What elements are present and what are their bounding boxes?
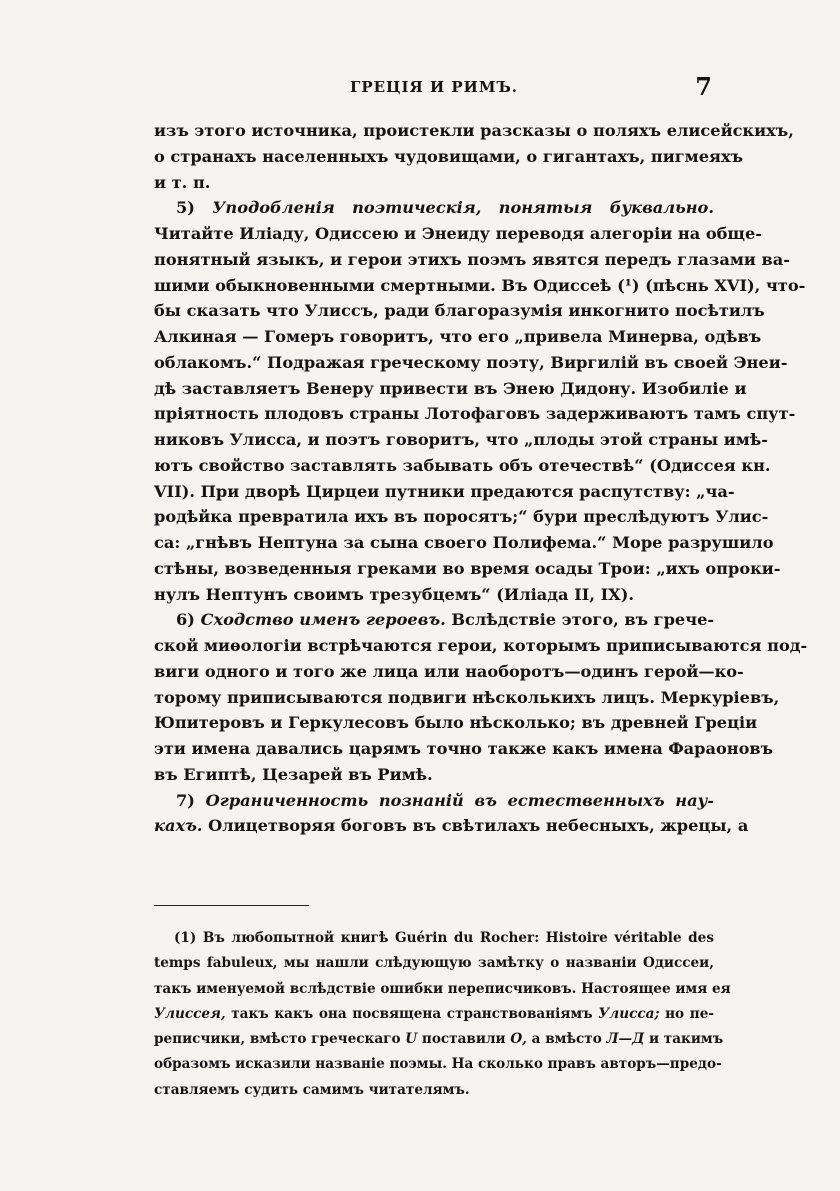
footnote-divider xyxy=(154,905,309,906)
text-line: и т. п. xyxy=(154,172,211,192)
text-line: Алкиная — Гомеръ говоритъ, что его „привела Минерва, одѣвъ xyxy=(154,327,762,346)
italic-run: U xyxy=(405,1031,418,1048)
text-line xyxy=(154,813,749,839)
section-heading-5 xyxy=(154,195,714,221)
page-number: 7 xyxy=(695,72,712,101)
text-line: виги одного и того же лица или наоборотъ—одинъ герой—ко- xyxy=(154,661,744,681)
text-line: са: „гнѣвъ Нептуна за сына своего Полифема.“ Море разрушило xyxy=(154,533,774,552)
footnote-line: ставляемъ судить самимъ читателямъ. xyxy=(154,1081,470,1098)
text-line: стѣны, возведенныя греками во время осады Трои: „ихъ опроки- xyxy=(154,558,781,578)
text-line: облакомъ.“ Подражая греческому поэту, Виргилій въ своей Энеи- xyxy=(154,352,788,372)
section-title: Ограниченность познаній въ естественныхъ нау- xyxy=(205,790,714,810)
text-run: Вслѣдствіе этого, въ грече- xyxy=(445,610,715,630)
text-line: дѣ заставляетъ Венеру привести въ Энею Дидону. Изобиліе и xyxy=(154,378,747,398)
footnote-line xyxy=(154,1027,724,1052)
section-title: Сходство именъ героевъ. xyxy=(200,610,446,630)
text-line: ютъ свойство заставлять забывать объ отечествѣ“ (Одиссея кн. xyxy=(154,455,771,475)
text-line: нулъ Нептунъ своимъ трезубцемъ“ (Иліада II, IX). xyxy=(154,584,635,604)
text-run: такъ какъ она посвящена странствованіямъ xyxy=(225,1005,599,1022)
text-line: въ Египтѣ, Цезарей въ Римѣ. xyxy=(154,764,433,784)
text-line: бы сказать что Улиссъ, ради благоразумія инкогнито посѣтилъ xyxy=(154,301,765,321)
text-run: поставили xyxy=(417,1031,511,1048)
body-text xyxy=(154,118,808,839)
italic-run: Улиссея, xyxy=(154,1005,226,1022)
text-line: пріятность плодовъ страны Лотофаговъ задерживаютъ тамъ спут- xyxy=(154,404,796,424)
italic-run: Улисса; xyxy=(598,1005,660,1022)
section-heading-7 xyxy=(154,788,714,814)
italic-run: Л—Д xyxy=(606,1031,645,1048)
text-run: реписчики, вмѣсто греческаго xyxy=(154,1031,406,1048)
text-line: о странахъ населенныхъ чудовищами, о гигантахъ, пигмеяхъ xyxy=(154,146,744,166)
text-line: шими обыкновенными смертными. Въ Одиссеѣ (¹) (пѣснь XVI), что- xyxy=(154,275,806,295)
text-line: родѣйка превратила ихъ въ поросятъ;“ бури преслѣдуютъ Улис- xyxy=(154,507,769,527)
running-title: ГРЕЦІЯ И РИМЪ. xyxy=(349,78,519,96)
text-line: Юпитеровъ и Геркулесовъ было нѣсколько; въ древней Греціи xyxy=(154,713,758,733)
section-number: 5) xyxy=(176,198,195,218)
section-heading-6 xyxy=(154,607,714,633)
footnote xyxy=(154,926,731,1103)
page-header xyxy=(154,72,714,106)
section-number: 6) xyxy=(176,610,195,630)
text-line: VII). При дворѣ Цирцеи путники предаются распутству: „ча- xyxy=(154,481,735,501)
section-title-continued: кахъ. xyxy=(154,816,203,836)
italic-run: О, xyxy=(510,1031,527,1048)
text-run: а вмѣсто xyxy=(526,1031,607,1048)
footnote-line: temps fabuleux, мы нашли слѣдующую замѣтку о названіи Одиссеи, xyxy=(154,955,714,972)
text-run: но пе- xyxy=(659,1005,714,1022)
footnote-line: (1) Въ любопытной книгѣ Guérin du Rocher: Histoire véritable des xyxy=(174,930,714,946)
footnote-line: образомъ исказили названіе поэмы. На сколько правъ авторъ—предо- xyxy=(154,1056,722,1073)
text-line: ской миѳологіи встрѣчаются герои, которымъ приписываются под- xyxy=(154,636,808,655)
footnote-line xyxy=(154,1002,714,1027)
section-title: Уподобленія поэтическія, понятыя буквально. xyxy=(212,198,714,218)
section-number: 7) xyxy=(176,790,195,810)
text-run: Олицетворяя боговъ въ свѣтилахъ небесныхъ, жрецы, а xyxy=(202,816,749,836)
text-line: никовъ Улисса, и поэтъ говоритъ, что „плоды этой страны имѣ- xyxy=(154,430,768,449)
text-run: и такимъ xyxy=(644,1031,724,1048)
text-line: эти имена давались царямъ точно также какъ имена Фараоновъ xyxy=(154,739,774,758)
text-line: понятный языкъ, и герои этихъ поэмъ явятся передъ глазами ва- xyxy=(154,249,790,269)
footnote-line: такъ именуемой вслѣдствіе ошибки переписчиковъ. Настоящее имя ея xyxy=(154,980,731,997)
text-line: изъ этого источника, проистекли разсказы о поляхъ елисейскихъ, xyxy=(154,121,794,140)
text-line: торому приписываются подвиги нѣсколькихъ лицъ. Меркуріевъ, xyxy=(154,687,780,707)
text-line: Читайте Иліаду, Одиссею и Энеиду переводя алегоріи на обще- xyxy=(154,224,762,243)
